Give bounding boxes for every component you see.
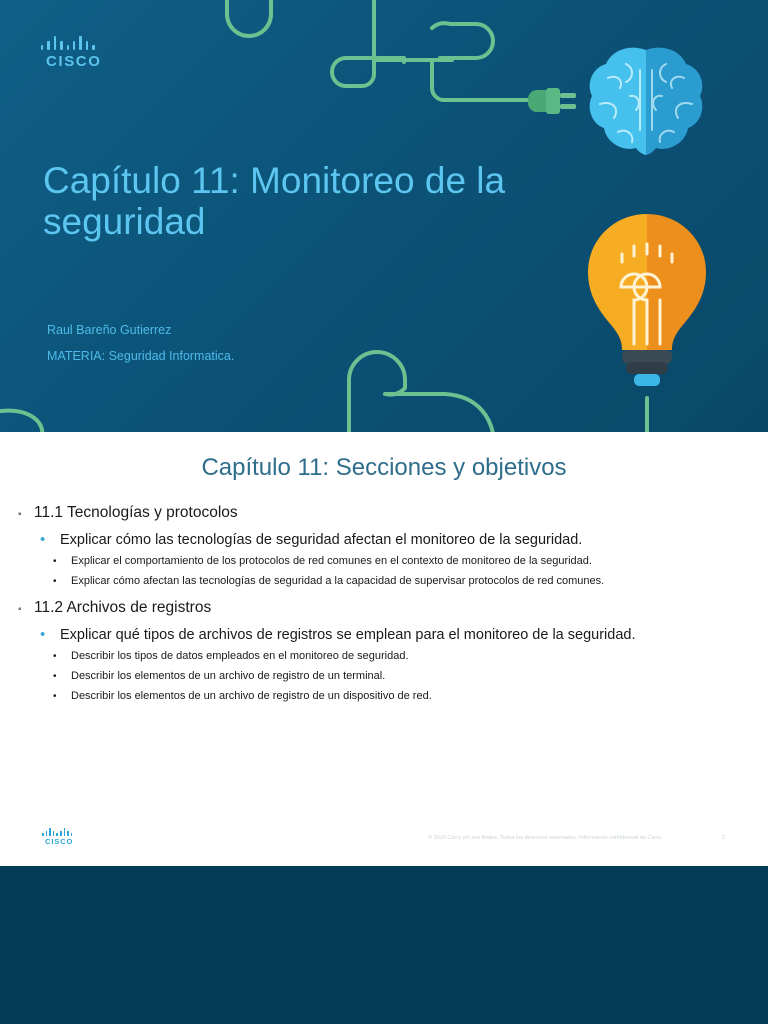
objective-text: Explicar cómo las tecnologías de seguridad afectan el monitoreo de la seguridad.: [60, 532, 583, 548]
subobjective-item: [53, 575, 748, 587]
section-item: [18, 504, 748, 522]
objectives-list: [18, 504, 748, 710]
objective-text: Explicar qué tipos de archivos de registros se emplean para el monitoreo de la seguridad.: [60, 627, 636, 643]
footer-logo-wordmark: CISCO: [45, 837, 74, 846]
slide-title: Capítulo 11: Monitoreo de la seguridad: [43, 160, 506, 242]
subobjective-text: Explicar cómo afectan las tecnologías de seguridad a la capacidad de supervisar protocolos de red comunes.: [71, 575, 605, 587]
brain-icon: [590, 48, 703, 155]
section-label: 11.2 Archivos de registros: [34, 599, 212, 616]
title-slide: [0, 0, 768, 432]
round-bullet-icon: •: [40, 531, 46, 548]
plug-icon: [528, 88, 576, 114]
subject-line: MATERIA: Seguridad Informatica.: [47, 349, 235, 363]
author-name: Raul Bareño Gutierrez: [47, 323, 172, 337]
subobjective-text: Describir los elementos de un archivo de registro de un terminal.: [71, 670, 386, 682]
circuit-line-bottom-left: [0, 411, 42, 432]
subobjective-item: [53, 555, 748, 567]
square-bullet-icon: ▪: [18, 509, 22, 520]
circuit-line-main: [374, 60, 528, 100]
background-band: [0, 866, 768, 1024]
small-bullet-icon: •: [53, 671, 57, 682]
footer-cisco-logo: [42, 828, 82, 848]
subobjective-item: [53, 670, 748, 682]
circuit-line-e-loop: [432, 23, 493, 58]
section-label: 11.1 Tecnologías y protocolos: [34, 504, 238, 521]
cisco-logo-wordmark: CISCO: [46, 53, 102, 70]
cisco-logo-bars: [41, 34, 110, 50]
circuit-line-swirl: [332, 0, 404, 86]
footer-logo-bars: [42, 828, 82, 836]
page-number: 2: [722, 835, 726, 841]
subobjective-text: Describir los elementos de un archivo de registro de un dispositivo de red.: [71, 690, 432, 702]
subobjective-text: Explicar el comportamiento de los protocolos de red comunes en el contexto de monitoreo de la seguridad.: [71, 555, 592, 567]
circuit-line-bottom-mid: [349, 352, 494, 432]
round-bullet-icon: •: [40, 626, 46, 643]
small-bullet-icon: •: [53, 576, 57, 587]
cisco-logo: [40, 34, 110, 72]
small-bullet-icon: •: [53, 651, 57, 662]
subobjective-item: [53, 650, 748, 662]
lightbulb-icon: [588, 214, 706, 386]
subobjective-text: Describir los tipos de datos empleados en el monitoreo de seguridad.: [71, 650, 409, 662]
section-item: [18, 599, 748, 617]
sections-slide: [0, 432, 768, 866]
copyright-text: © 2016 Cisco y/o sus filiales. Todos los derechos reservados. Información confidencial de Cisco.: [428, 835, 663, 841]
sections-title: Capítulo 11: Secciones y objetivos: [201, 454, 567, 481]
small-bullet-icon: •: [53, 556, 57, 567]
objective-item: [40, 531, 748, 548]
subobjective-item: [53, 690, 748, 702]
circuit-line-top-loop: [227, 0, 271, 36]
square-bullet-icon: ▪: [18, 604, 22, 615]
small-bullet-icon: •: [53, 691, 57, 702]
objective-item: [40, 626, 748, 643]
